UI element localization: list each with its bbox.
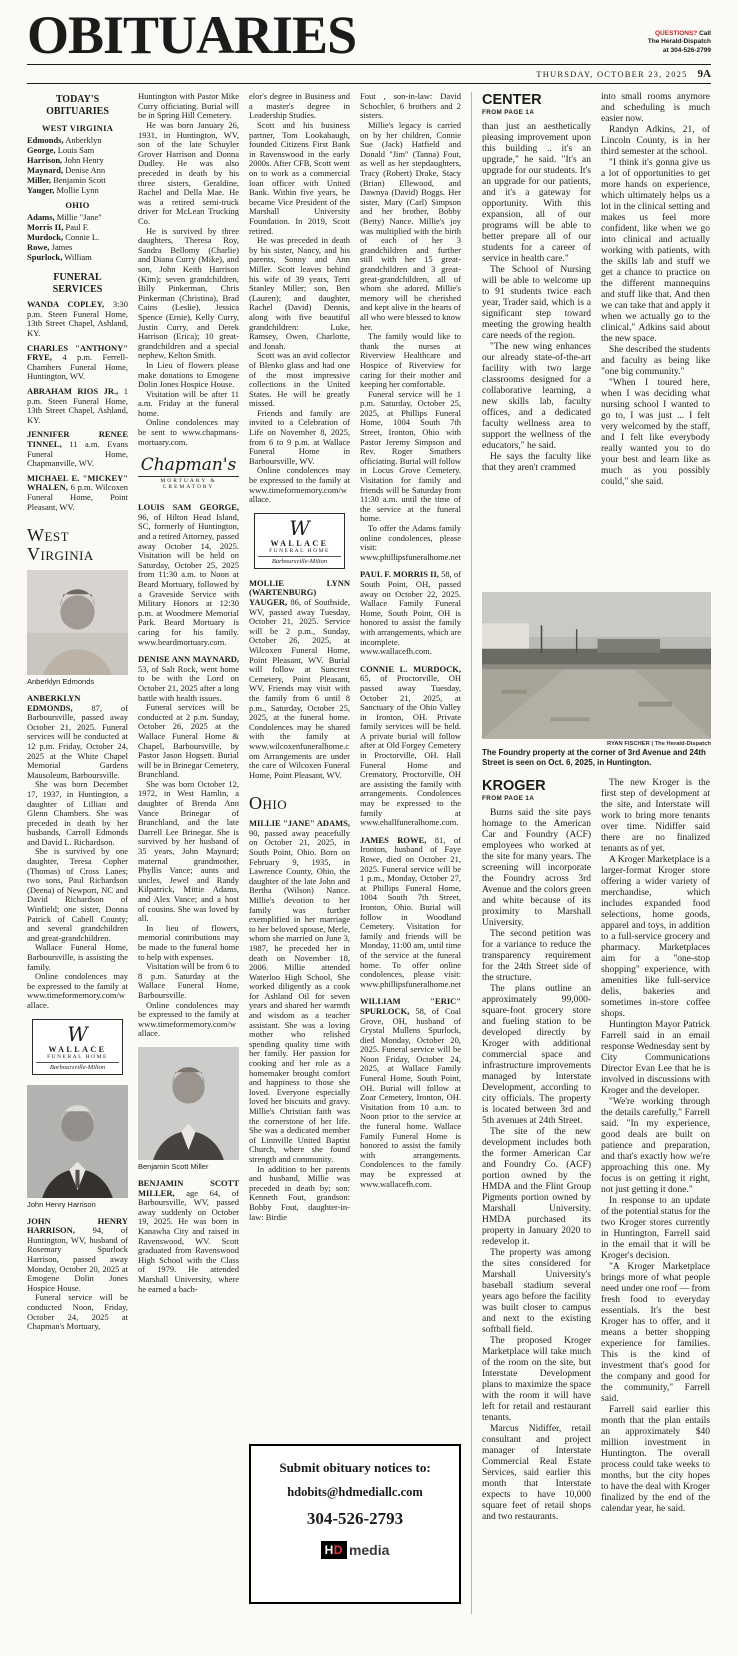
obituary-text: 87, of Barboursville, passed away October 21, 2025. Funeral services will be conducted at 12 p.m. Friday, October 24, 2025 at the White Chapel Memorial Gardens Mausoleum, Barboursville.	[27, 702, 128, 780]
news-paragraph: The School of Nursing will be able to welcome up to 91 students twice each year, Trader said, which is a significant step toward meeting the growing health care needs of the region.	[482, 265, 591, 342]
deceased-name: JOHN HENRY HARRISON,	[27, 1215, 128, 1236]
chapmans-script: Chapman's	[140, 455, 237, 476]
center-paragraphs	[482, 122, 591, 474]
obituary-text: 65, of Proctorville, OH passed away Tuesday, October 21, 2025, at Sanctuary of the Ohio Valley in Ironton, OH. Private family services will be held. A private burial will follow after at Old Forgey Cemetery in Proctorville, OH. Hall Funeral Home and Crematory, Proctorville, OH are assisting the family with arrangements. Condolences may be expressed to the family at www.ehallfuneralhome.com.	[360, 673, 461, 828]
dateline	[27, 64, 711, 84]
obituary-rowe	[360, 836, 461, 990]
questions-call: Call	[697, 29, 711, 37]
kroger-column-2	[601, 778, 710, 1614]
obituary-text: 58, of South Point, OH, passed away on October 22, 2025. Wallace Family Funeral Home, South Point, OH is honored to assist the family with arrangements, which are incomplete. www.wallacefh.com.	[360, 569, 461, 657]
obituary-george	[138, 503, 239, 647]
obituary-text: 81, of Ironton, husband of Faye Rowe, died on October 21, 2025. Funeral service will be 1 p.m., Monday, October 27, at Phillips Funeral Home, 1004 South 7th Street, Ironton, Ohio. Burial will follow in Woodland Cemetery. Visitation for family and friends will be Monday, 11:00 am, until time of the service at the funeral home. To offer online condolences, please visit: www.phillipsfuneralhome.net	[360, 834, 461, 989]
obituary-paragraph: She was born December 17, 1937, in Huntington, a daughter of Lillian and Glenn Chambers. She was preceded in death by her husbands, Carroll Edmonds and David L. Richardson.	[27, 779, 128, 847]
obituary-lead	[138, 655, 239, 703]
news-paragraph: The second petition was for a variance to reduce the transparency requirement for the 24th Street side of the structure.	[482, 929, 591, 984]
submit-line: Submit obituary notices to:	[279, 1460, 431, 1476]
photo-benjamin-scott-miller	[138, 1047, 239, 1171]
obituary-paragraph: Visitation will be from 6 to 8 p.m. Saturday at the Wallace Funeral Home, Barboursville.	[138, 961, 239, 1000]
obituary-paragraph: In lieu of flowers, memorial contributions may be made to the funeral home to help with expenses.	[138, 922, 239, 962]
news-paragraph: "We're working through the details carefully," Farrell said. "In my experience, good deals are built on patience and preparation, and that's exactly how we're approaching this one. My focus is on getting it right, not just getting it done."	[601, 1097, 710, 1196]
foundry-photo-caption: The Foundry property at the corner of 3rd Avenue and 24th Street is seen on Oct. 6, 2025, in Huntington.	[482, 748, 706, 768]
obituary-paragraph: Millie's legacy is carried on by her children, Connie Sue (Jack) Hatfield and Donald "Jim" (Tanna) Fout, as well as her stepdaughters, Tracy (Robert) Drake, Stacy (Brian) Ellewood, and Dawnya (David) Boggs. Her sister, Mary (Carl) Simpson and her brother, Bobby (Betty) Nance. Millie's joy was multiplied with the birth of each of her 3 grandchildren and further still with her 15 great-grandchildren and 3 great-great-grandchildren, all of whom she adored. Millie's memory will be cherished and kept alive in the hearts of all who were blessed to know her.	[360, 120, 461, 332]
submit-phone: 304-526-2793	[306, 1509, 404, 1529]
masthead	[0, 0, 738, 84]
chapmans-subtitle: MORTUARY & CREMATORY	[138, 476, 239, 490]
news-paragraph: "A Kroger Marketplace brings more of what people need under one roof — from fresh food to everyday essentials. It's the best Kroger has to offer, and it means a better shopping experience for families. This is the kind of investment that's good for the company and good for the community," Farrell said.	[601, 1262, 710, 1405]
portrait-photo	[27, 1085, 128, 1198]
obituary-lead	[360, 836, 461, 990]
obituary-text: 86, of Southside, WV, passed away Tuesday, October 21, 2025. Service will be 2 p.m., Sunday, October 26, 2025, at Wilcoxen Funeral Home, Point Pleasant, WV. Burial will follow at Suncrest Cemetery, Point Pleasant, WV. Friends may visit with the family from 6 until 8 p.m., Saturday, October 25, 2025, at the funeral home. Condolences may be shared with the family at www.wilcoxenfuneralhome.com Arrangements are under the care of Wilcoxen Funeral Home, Point Pleasant, WV.	[249, 597, 350, 780]
obituary-yauger	[249, 579, 350, 780]
portrait-photo	[138, 1047, 239, 1160]
deceased-name: LOUIS SAM GEORGE,	[138, 502, 239, 513]
news-paragraph: into small rooms anymore and scheduling is much easier now.	[601, 92, 710, 125]
hd-media-logo	[259, 1541, 451, 1559]
obituary-miller-continued	[249, 92, 350, 505]
questions-paper-name: The Herald-Dispatch	[647, 38, 711, 46]
story-kroger	[482, 778, 711, 1614]
photo-caption: John Henry Harrison	[27, 1199, 96, 1209]
index-entry: Adams, Millie "Jane"	[27, 212, 102, 223]
kroger-paragraphs	[482, 808, 591, 1523]
news-paragraph: "I think it's gonna give us a lot of opportunities to get more hands on experience, which ultimately helps us a lot in the clinical setting and makes us feel more confident, like when we go into clinical and actually working with patients, with the skills lab and stuff we get a chance to practice on the different mannequins and stuff like that. And then we can take that and apply it when we actually go to the clinical," Adkins said about the new space.	[601, 158, 710, 345]
photo-john-henry-harrison	[27, 1085, 128, 1209]
index-wv-list	[27, 135, 128, 195]
wallace-subtitle: FUNERAL HOME	[269, 547, 330, 554]
section-west-virginia: West Virginia	[27, 525, 94, 565]
questions-note	[648, 30, 711, 61]
obituary-lead	[360, 570, 461, 656]
deceased-name: DENISE ANN MAYNARD,	[138, 654, 239, 665]
kroger-paragraphs	[601, 778, 710, 1515]
index-entry: Harrison, John Henry	[27, 155, 104, 166]
kroger-column-1	[482, 778, 591, 1614]
news-paragraph: The new Kroger is the first step of development at the site, and Interstate will work to bring more tenants over time. Nidiffer said there are no finalized tenants as of yet.	[601, 778, 710, 855]
obituary-miller	[138, 1179, 239, 1294]
obituary-paragraphs	[249, 92, 350, 505]
obituary-paragraph: Online condolences may be expressed to the family at www.timeformemory.com/wallace.	[27, 971, 128, 1010]
hd-logo-mark: HD	[321, 1541, 347, 1559]
obituary-paragraph: Scott and his business partner, Tom Lookabaugh, founded Citizens First Bank in Ravenswood in the early 2000s. After CFB, Scott went on to work as a commercial loan officer with United Bank. Within five years, he became Vice President of the Marshall University Foundation. In 2019, Scott retired.	[249, 120, 350, 236]
wallace-funeral-home-logo	[32, 1019, 123, 1075]
obituary-paragraph: He was born January 26, 1931, in Huntington, WV, son of the late Schuyler Grover Harrison and Donna Dudley. He was also preceded in death by his three sisters, Geraldine, Rachel and Della Mae. He was a retired semi-truck driver for McLean Trucking Co.	[138, 120, 239, 227]
obituary-lead	[249, 819, 350, 1164]
obituary-paragraph: Funeral services will be conducted at 2 p.m. Sunday, October 26, 2025 at the Wallace Funeral Home & Chapel, Barboursville, by Pastor Jason Hogsett. Burial will be in Brinegar Cemetery, Branchland.	[138, 702, 239, 780]
wallace-name: WALLACE	[270, 538, 329, 548]
center-headline: CENTER	[482, 92, 542, 109]
news-paragraph: A Kroger Marketplace is a larger-format Kroger store offering a wider variety of merchandise, which includes expanded food selections, home goods, apparel and toys, in addition to a full-service grocery and pharmacy. Marketplaces aim for a "one-stop shopping" experience, with amenities like full-service delis, bakeries and sometimes in-store coffee shops.	[601, 855, 710, 1020]
deceased-name: JAMES ROWE,	[360, 834, 427, 845]
page-content	[0, 84, 738, 1614]
news-paragraph: Randyn Adkins, 21, of Lincoln County, is in her third semester at the school.	[601, 125, 710, 158]
news-paragraph: She described the students and faculty as being like "one big community."	[601, 345, 710, 378]
index-entry: Spurlock, William	[27, 252, 92, 263]
obituary-spurlock	[360, 997, 461, 1189]
obituary-paragraph: Visitation will be after 11 a.m. Friday at the funeral home.	[138, 388, 239, 418]
obituary-lead	[27, 694, 128, 780]
obituary-paragraph: Wallace Funeral Home, Barboursville, is assisting the family.	[27, 942, 128, 972]
obit-column-2	[138, 92, 239, 1614]
obituary-edmonds	[27, 694, 128, 1011]
obituary-lead	[249, 579, 350, 780]
obituary-adams-continued	[360, 92, 461, 562]
obituary-paragraph: Huntington with Pastor Mike Curry officiating. Burial will be in Spring Hill Cemetery.	[138, 92, 239, 121]
deceased-name: BENJAMIN SCOTT MILLER,	[138, 1178, 239, 1198]
obituaries-region	[27, 92, 461, 1614]
obituary-paragraph: Funeral service will be 1 p.m. Saturday, October 25, 2025, at Phillips Funeral Home, 1004 South 7th Street, Ironton, Ohio with Pastor Jeremy Simpson and Rev. Roger Smathers officiating. Burial will follow in Locus Grove Cemetery. Visitation for family and friends will be Saturday from 11:30 a.m. until the time of the service at the funeral home.	[360, 388, 461, 524]
news-paragraph: He says the faculty like that they aren't crammed	[482, 452, 591, 474]
obit-column-4	[360, 92, 461, 1614]
deceased-name: PAUL F. MORRIS II,	[360, 569, 439, 580]
obituary-murdock	[360, 665, 461, 828]
index-ohio-list	[27, 212, 128, 262]
obituary-paragraph: Online condolences may be expressed to the family at www.timeformemory.com/wallace.	[249, 465, 350, 505]
news-paragraph: The site of the new development includes both the former American Car and Foundry Co. (ACF) portion owned by the HMDA and the Flint Group Pigments portion owned by Marshall University. HMDA purchased its property in January 2020 to redevelop it.	[482, 1127, 591, 1248]
wallace-name: WALLACE	[48, 1044, 107, 1054]
index-entry: Murdock, Connie L.	[27, 232, 100, 243]
photo-credit: RYAN FISCHER | The Herald-Dispatch	[607, 741, 711, 748]
deceased-name: MILLIE "JANE" ADAMS,	[249, 818, 350, 829]
obituary-paragraph: elor's degree in Business and a master's degree in Leadership Studies.	[249, 92, 350, 121]
obituary-harrison	[27, 1217, 128, 1332]
index-entry: George, Louis Sam	[27, 145, 95, 156]
wallace-funeral-home-logo	[254, 513, 345, 569]
news-paragraph: "The new wing enhances our already state-of-the-art facility with two large classrooms designed for a collaborative learning, a new skills lab, faculty offices, and a dedicated faculty wellness area to support the wellness of the educators," he said.	[482, 342, 591, 452]
portrait-photo	[27, 570, 128, 675]
obituary-paragraph: Online condolences may be expressed to the family at www.timeformemory.com/wallace.	[138, 999, 239, 1039]
obituary-paragraphs	[27, 780, 128, 1010]
page-number: 9A	[697, 68, 711, 81]
obituary-paragraphs	[27, 1293, 128, 1331]
obituary-paragraph: She is survived by one daughter, Teresa Copher (Thomas) of Cross Lanes; two sons, Paul Richardson (Deena) of Newport, NC and David Richardson of Winfield; one sister, Donna Patrick of Cabell County; and several grandchildren and great-grandchildren.	[27, 846, 128, 943]
news-paragraph: than just an aesthetically pleasing improvement upon this building .. it's an upgrade," he said. "It's an upgrade for our students. It's an upgrade for our patients, and it's a gateway for opportunity. With this expansion, all of our programs will be able to better prepare all of our students for a career of service in health care."	[482, 122, 591, 265]
index-entry: Maynard, Denise Ann	[27, 165, 106, 176]
funeral-service-entry: CHARLES "ANTHONY" FRYE, 4 p.m. Ferrell-Chambers Funeral Home, Huntington, WV.	[27, 342, 128, 382]
obituary-paragraph: Funeral service will be conducted Noon, Friday, October 24, 2025 at Chapman's Mortuary,	[27, 1292, 128, 1332]
funeral-services-list	[27, 300, 128, 512]
page-title: OBITUARIES	[27, 5, 357, 65]
obituary-paragraph: He was preceded in death by his sister, Nancy, and his parents, Sonny and Ann Miller. Scott leaves behind his wife of 39 years, Terri Stanley Miller; son, Ben (Lauren); and daughter, Rachel (David) Dennis, along with five beautiful grandchildren: Luke, Ramsey, Owen, Charlotte, and Jonah.	[249, 235, 350, 351]
submit-obituary-box	[249, 1444, 461, 1604]
news-paragraph: "When I toured here, when I was deciding what nursing school I wanted to go to, I was just ... I felt very welcomed by the staff, and I felt like everybody really wanted you to do your best and learn like as much as you possibly could," she said.	[601, 378, 710, 488]
obituary-paragraph: Online condolences may be sent to www.chapmans-mortuary.com.	[138, 417, 239, 447]
obituary-paragraph: To offer the Adams family online condolences, please visit: www.phillipsfuneralhome.net	[360, 523, 461, 562]
submit-email: hdobits@hdmediallc.com	[287, 1485, 423, 1500]
hd-logo-word: media	[348, 1542, 390, 1559]
deceased-name: ANBERKLYN EDMONDS,	[27, 692, 81, 713]
center-paragraphs	[601, 92, 710, 488]
deceased-name: CONNIE L. MURDOCK,	[360, 663, 461, 674]
obituary-text: 90, passed away peacefully on October 21, 2025, in South Point, Ohio. Born on February 9, 1935, in Lawrence County, Ohio, the daughter of the late John and Bertha (Wilson) Nance. Millie's devotion to her family was further exemplified in her marriage to her beloved spouse, Merle, whom she married on June 3, 1987, he preceded her in death on November 18, 2006. Millie attended Waterloo High School, She worked diligently as a cook for Ashland Oil for seven years and shared her warmth and wisdom as a teacher assistant. She was a loving mother who relished spending quality time with her family. Her passion for cooking and her role as a homemaker brought comfort and happiness to those she loved. Everyone especially loved her biscuits and gravy. Millie's Christian faith was the cornerstone of her life. She was a dedicated member of Linnville United Baptist Church, where she found strength and community.	[249, 827, 350, 1164]
index-wv-label: WEST VIRGINIA	[41, 123, 114, 134]
questions-label: QUESTIONS?	[655, 29, 698, 37]
index-ohio-label: OHIO	[65, 200, 90, 211]
obituary-text: 96, of Hilton Head Island, SC, formerly of Huntington, and a retired Attorney, passed away October 14, 2025. Visitation will be held on Saturday, October 25, 2025 from 11:30 a.m. to Noon at Beard Mortuary, followed by a Graveside Service with Military Honors at 12:30 p.m. at Woodmere Memorial Park. Beard Mortuary is caring for his family. www.beardmortuary.com.	[138, 511, 239, 647]
obituary-paragraph: In Lieu of flowers please make donations to Emogene Dolin Jones Hospice House.	[138, 359, 239, 390]
index-entry: Miller, Benjamin Scott	[27, 175, 106, 186]
photo-anberklyn-edmonds	[27, 570, 128, 686]
news-paragraph: In response to an update of the potential status for the two Kroger stores currently in Huntington, Farrell said in the email that it will be Kroger's decision.	[601, 1196, 710, 1262]
obituary-text: 94, of Huntington, WV, husband of Rosemary Spurlock Harrison, passed away Monday, October 20, 2025 at Emogene Dolin Jones Hospice House.	[27, 1225, 128, 1293]
obituary-lead	[27, 1217, 128, 1294]
kroger-from-page: FROM PAGE 1A	[482, 795, 535, 803]
obituary-harrison-continued	[138, 92, 239, 447]
obituary-morris	[360, 570, 461, 656]
news-paragraph: Huntington Mayor Patrick Farrell said in an email response Wednesday sent by City Communications Director Evan Lee that he is involved in discussions with Kroger and the developer.	[601, 1020, 710, 1097]
obit-column-1	[27, 92, 128, 1614]
section-ohio: Ohio	[249, 793, 288, 814]
wallace-subtitle: FUNERAL HOME	[47, 1053, 108, 1060]
funeral-services-heading: FUNERAL SERVICES	[52, 272, 103, 296]
photo-caption: Benjamin Scott Miller	[138, 1162, 209, 1172]
kroger-headline: KROGER	[482, 778, 546, 795]
todays-obituaries-heading: TODAY'S OBITUARIES	[46, 94, 109, 118]
obituary-paragraphs	[360, 92, 461, 562]
obituary-paragraph: Fout , son-in-law: David Schochler, 6 brothers and 2 sisters.	[360, 92, 461, 121]
center-from-page: FROM PAGE 1A	[482, 109, 535, 117]
obituary-lead	[360, 997, 461, 1189]
issue-date: THURSDAY, OCTOBER 23, 2025	[536, 69, 688, 80]
obituary-paragraph: He is survived by three daughters, Theresa Roy, Sandra Bellomy (Charlie) and Diana Curry (Mike), and son, John Keith Harrison (Kim); seven grandchildren, Billy Pinkerman, Chris Pinkerman (Christina), Brad Cains (Leslie), Jessica Spence (Ernie), Kelly Curry, Justin Curry, and Derek Harrison (Erica); 10 great-grandchildren and a special nephew, Kelton Smith.	[138, 225, 239, 361]
obituary-text: 58, of Coal Grove, OH, husband of Crystal Mullens Spurlock, died Monday, October 20, 2025. Funeral service will be Noon Friday, October 24, 2025, at Wallace Family Funeral Home, South Point, OH. Burial will follow at Zoar Cemetery, Ironton, OH. Visitation from 10 a.m. to Noon prior to the service at the funeral home. Wallace Family Funeral Home is honored to assist the family with arrangements. Condolences to the family may be expressed at www.wallacefh.com.	[360, 1005, 461, 1189]
center-column-2	[601, 92, 710, 584]
news-paragraph: The property was among the sites considered for Marshall University's baseball stadium several years ago before the facility was built closer to campus and next to the existing softball field.	[482, 1248, 591, 1336]
deceased-name: MOLLIE LYNN (WARTENBURG) YAUGER,	[249, 577, 350, 608]
wallace-monogram: W	[289, 515, 310, 540]
obituary-paragraph: The family would like to thank the nurses at Riverview Healthcare and Hospice of Riverview for caring for their mother and keeping her comfortable.	[360, 331, 461, 390]
index-entry: Morris II, Paul F.	[27, 222, 89, 233]
obituary-paragraphs	[138, 92, 239, 447]
questions-phone: at 304-526-2799	[662, 46, 711, 54]
news-paragraph: The proposed Kroger Marketplace will take much of the room on the site, but Interstate Development plans to maximize the space with the room it will have left for retail and restaurant tenants.	[482, 1336, 591, 1424]
index-entry: Rowe, James	[27, 242, 73, 253]
funeral-service-entry: ABRAHAM RIOS JR., 1 p.m. Steen Funeral Home, 13th Street Chapel, Ashland, KY.	[27, 386, 128, 425]
news-region	[471, 92, 711, 1614]
obituary-adams	[249, 819, 350, 1222]
funeral-service-entry: WANDA COPLEY, 3:30 p.m. Steen Funeral Home, 13th Street Chapel, Ashland, KY.	[27, 299, 128, 339]
chapmans-mortuary-logo	[138, 455, 239, 493]
wallace-location: Barboursville-Milton	[36, 1062, 119, 1071]
obituary-lead	[360, 665, 461, 828]
obituary-paragraph: Friends and family are invited to a Celebration of Life on November 8, 2025, from 6 to 9 p.m. at Wallace Funeral Home in Barboursville, WV.	[249, 407, 350, 466]
foundry-photo-block	[482, 592, 711, 768]
news-paragraph: The plans outline an approximately 99,000-square-foot grocery store and fueling station to be developed directly by Kroger with additional commercial space and infrastructure improvements managed by Interstate Development, according to city officials. The property is located between 3rd and 5th avenues at 24th Street.	[482, 984, 591, 1127]
obituary-lead	[138, 503, 239, 647]
news-paragraph: Farrell said earlier this month that the plan entails an approximately $40 million investment in Huntington. The overall process could take weeks to months, but the city hopes to have the deal with Kroger finalized by the end of the calendar year, he said.	[601, 1405, 710, 1515]
obituary-paragraph: In addition to her parents and husband, Millie was preceded in death by; son: Kenneth Fout, grandson: Bobby Fout, daughter-in-law: Birdie	[249, 1163, 350, 1222]
obit-column-3	[249, 92, 350, 1614]
news-paragraph: Marcus Nidiffer, retail consultant and project manager of Interstate Commercial Real Estate Services, said earlier this month that Interstate expects to have 10,000 square feet of retail shops and two restaurants.	[482, 1424, 591, 1523]
index-entry: Yauger, Mollie Lynn	[27, 185, 99, 196]
funeral-service-entry: MICHAEL E. "MICKEY" WHALEN, 6 p.m. Wilcoxen Funeral Home, Point Pleasant, WV.	[27, 472, 128, 512]
obituary-paragraph: She was born October 12, 1972, in West Hamlin, a daughter of Brenda Ann Vance Brinegar of Branchland, and the late Darrell Lee Brinegar. She is survived by her husband of 35 years, John Maynard; maternal grandmother, Phyllis Vance; aunts and uncles, Jewel and Randy Kilpatrick, Mittie Adams, and Alex Vance; and a host of cousins. She was loved by all.	[138, 778, 239, 924]
center-column-1	[482, 92, 591, 584]
wallace-location: Barboursville-Milton	[258, 556, 341, 565]
obituary-lead	[138, 1179, 239, 1294]
obituary-paragraphs	[138, 703, 239, 1039]
obituary-text: 53, of Salt Rock, went home to be with the Lord on October 21, 2025 after a long battle with health issues.	[138, 663, 239, 703]
obituary-maynard	[138, 655, 239, 1039]
obituary-text: age 64, of Barboursville, WV, passed away suddenly on October 19, 2025. He was born in Kanawha City and raised in Ravenswood, WV. Scott graduated from Ravenswood High School with the Class of 1979. He attended Marshall University, where he earned a bach-	[138, 1187, 239, 1294]
funeral-service-entry: JENNIFER RENEE TINNEL, 11 a.m. Evans Funeral Home, Chapmanville, WV.	[27, 429, 128, 469]
wallace-monogram: W	[67, 1021, 88, 1046]
news-paragraph: Burns said the site pays homage to the American Car and Foundry (ACF) employees who worked at the site for many years. The screening will incorporate the Foundry across 3rd Avenue and the colors green and white because of its proximity to Marshall University.	[482, 808, 591, 929]
deceased-name: WILLIAM "ERIC" SPURLOCK,	[360, 996, 461, 1016]
index-entry: Edmonds, Anberklyn	[27, 135, 102, 146]
obituary-paragraph: Scott was an avid collector of Blenko glass and had one of the most impressive collections in the United States. He will be greatly missed.	[249, 350, 350, 409]
photo-caption: Anberklyn Edmonds	[27, 676, 95, 686]
story-center	[482, 92, 711, 584]
obituary-paragraphs	[249, 1165, 350, 1223]
foundry-property-photo	[482, 592, 711, 739]
